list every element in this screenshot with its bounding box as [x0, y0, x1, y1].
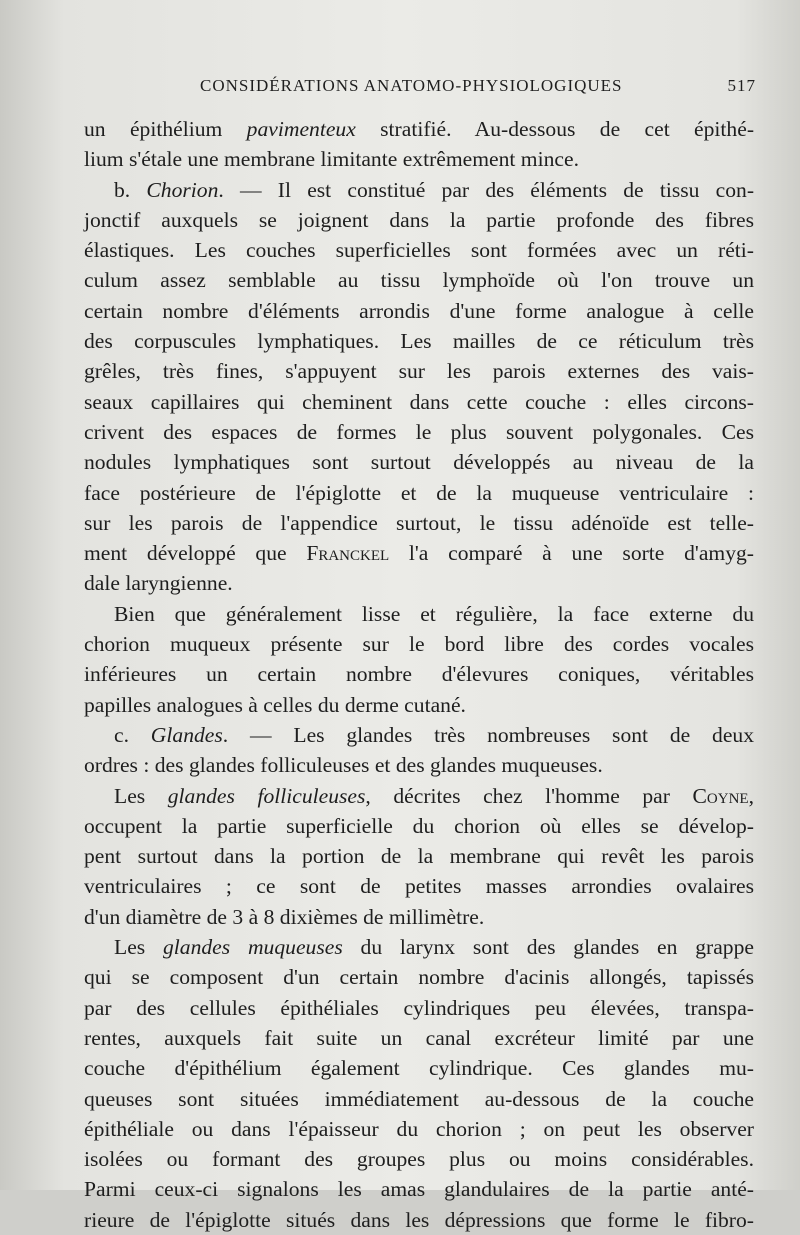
- text-line: qui se composent d'un certain nombre d'acinis allongés, tapissés: [84, 965, 754, 990]
- text-line: élastiques. Les couches superficielles sont formées avec un réti-: [84, 238, 754, 263]
- text-line: couche d'épithélium également cylindrique. Ces glandes mu-: [84, 1056, 754, 1081]
- text-line: Parmi ceux-ci signalons les amas glandulaires de la partie anté-: [84, 1177, 754, 1202]
- text-line: queuses sont situées immédiatement au-dessous de la couche: [84, 1086, 754, 1111]
- text-line: ventriculaires ; ce sont de petites masses arrondies ovalaires: [84, 874, 754, 899]
- text-line: épithéliale ou dans l'épaisseur du chorion ; on peut les observer: [84, 1116, 754, 1141]
- section-heading-glandes: c. Glandes. — Les glandes très nombreuses sont de deux: [114, 722, 754, 747]
- text-line: un épithélium pavimenteux stratifié. Au-dessous de cet épithé-: [84, 117, 755, 141]
- text-line: grêles, très fines, s'appuyent sur les parois externes des vais-: [84, 359, 754, 384]
- text-line: chorion muqueux présente sur le bord libre des cordes vocales: [84, 632, 754, 657]
- running-title: CONSIDÉRATIONS ANATOMO-PHYSIOLOGIQUES: [200, 76, 623, 95]
- text-line: d'un diamètre de 3 à 8 dixièmes de millimètre.: [84, 904, 485, 929]
- text-line: papilles analogues à celles du derme cutané.: [84, 692, 466, 717]
- text-line: ment développé que Franckel l'a comparé à une sorte d'amyg-: [84, 541, 754, 566]
- text-line: isolées ou formant des groupes plus ou moins considérables.: [84, 1147, 754, 1172]
- text-line: Bien que généralement lisse et régulière, la face externe du: [114, 601, 754, 626]
- text-line: jonctif auxquels se joignent dans la partie profonde des fibres: [84, 207, 754, 232]
- body-text: [84, 114, 754, 1235]
- text-line: dale laryngienne.: [84, 571, 233, 596]
- text-line: rentes, auxquels fait suite un canal excréteur limité par une: [84, 1025, 754, 1050]
- text-line: des corpuscules lymphatiques. Les mailles de ce réticulum très: [84, 329, 754, 354]
- text-line: Les glandes folliculeuses, décrites chez l'homme par Coyne,: [114, 783, 754, 808]
- text-line: culum assez semblable au tissu lymphoïde où l'on trouve un: [84, 268, 754, 293]
- running-header: [200, 76, 756, 96]
- text-line: face postérieure de l'épiglotte et de la muqueuse ventriculaire :: [84, 480, 754, 505]
- text-line: par des cellules épithéliales cylindriques peu élevées, transpa-: [84, 995, 754, 1020]
- text-line: sur les parois de l'appendice surtout, le tissu adénoïde est telle-: [84, 510, 754, 535]
- text-line: lium s'étale une membrane limitante extrêmement mince.: [84, 147, 579, 172]
- text-line: inférieures un certain nombre d'élevures coniques, véritables: [84, 662, 754, 687]
- text-line: crivent des espaces de formes le plus souvent polygonales. Ces: [84, 419, 754, 444]
- text-line: certain nombre d'éléments arrondis d'une forme analogue à celle: [84, 298, 754, 323]
- text-line: rieure de l'épiglotte situés dans les dépressions que forme le fibro-: [84, 1207, 754, 1232]
- author-name: Coyne: [692, 783, 749, 808]
- page-number: 517: [727, 76, 756, 95]
- text-line: nodules lymphatiques sont surtout développés au niveau de la: [84, 450, 754, 475]
- text-line: ordres : des glandes folliculeuses et des glandes muqueuses.: [84, 753, 603, 778]
- author-name: Franckel: [306, 541, 390, 566]
- section-heading-chorion: b. Chorion. — Il est constitué par des éléments de tissu con-: [114, 177, 755, 202]
- text-line: Les glandes muqueuses du larynx sont des glandes en grappe: [114, 935, 754, 960]
- text-line: seaux capillaires qui cheminent dans cette couche : elles circons-: [84, 389, 754, 414]
- text-line: occupent la partie superficielle du chorion où elles se dévelop-: [84, 813, 754, 838]
- text-line: pent surtout dans la portion de la membrane qui revêt les parois: [84, 844, 754, 869]
